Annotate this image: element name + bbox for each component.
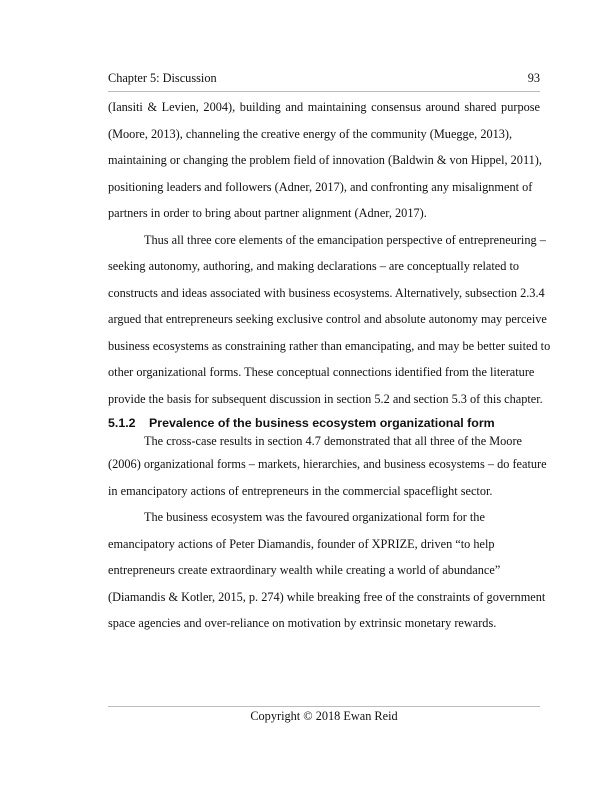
text-line: seeking autonomy, authoring, and making declarations – are conceptually related to	[108, 259, 520, 273]
paragraph	[108, 504, 546, 637]
text-line: maintaining or changing the problem field of innovation (Baldwin & von Hippel, 2011),	[108, 153, 542, 167]
text-line: (Iansiti & Levien, 2004), building and maintaining consensus around shared purpose	[108, 100, 540, 114]
text-line: space agencies and over-reliance on motivation by extrinsic monetary rewards.	[108, 616, 497, 630]
paragraph	[108, 94, 540, 227]
footer-rule	[108, 706, 540, 707]
text-line: other organizational forms. These conceptual connections identified from the literature	[108, 365, 535, 379]
text-line: The business ecosystem was the favoured organizational form for the	[144, 510, 485, 524]
text-line: (Moore, 2013), channeling the creative energy of the community (Muegge, 2013),	[108, 126, 513, 141]
text-line: emancipatory actions of Peter Diamandis, founder of XPRIZE, driven “to help	[108, 536, 495, 551]
text-line: Thus all three core elements of the emancipation perspective of entrepreneuring –	[144, 232, 546, 247]
text-line: argued that entrepreneurs seeking exclusive control and absolute autonomy may perceive	[108, 312, 547, 326]
text-line: The cross-case results in section 4.7 demonstrated that all three of the Moore	[144, 434, 523, 448]
text-line: (Diamandis & Kotler, 2015, p. 274) while breaking free of the constraints of government	[108, 589, 546, 604]
paragraph	[108, 431, 547, 504]
copyright-footer: Copyright © 2018 Ewan Reid	[250, 709, 398, 723]
running-title: Chapter 5: Discussion	[108, 71, 217, 85]
section-heading	[108, 416, 540, 431]
paragraph	[108, 227, 551, 413]
text-line: provide the basis for subsequent discussion in section 5.2 and section 5.3 of this chapter.	[108, 391, 543, 406]
section-number: 5.1.2	[108, 416, 136, 430]
text-line: (2006) organizational forms – markets, hierarchies, and business ecosystems – do feature	[108, 457, 547, 471]
header-rule	[108, 91, 540, 92]
text-line: positioning leaders and followers (Adner, 2017), and confronting any misalignment of	[108, 179, 533, 194]
running-header	[108, 71, 540, 89]
text-line: in emancipatory actions of entrepreneurs in the commercial spaceflight sector.	[108, 483, 493, 498]
text-line: entrepreneurs create extraordinary wealth while creating a world of abundance”	[108, 563, 501, 577]
text-line: business ecosystems as constraining rather than emancipating, and may be better suited to	[108, 338, 551, 353]
text-line: constructs and ideas associated with business ecosystems. Alternatively, subsection 2.3.4	[108, 285, 545, 300]
body-text	[108, 94, 551, 637]
text-line: partners in order to bring about partner alignment (Adner, 2017).	[108, 206, 427, 220]
page-number: 93	[527, 71, 540, 85]
section-title: Prevalence of the business ecosystem organizational form	[149, 416, 495, 430]
